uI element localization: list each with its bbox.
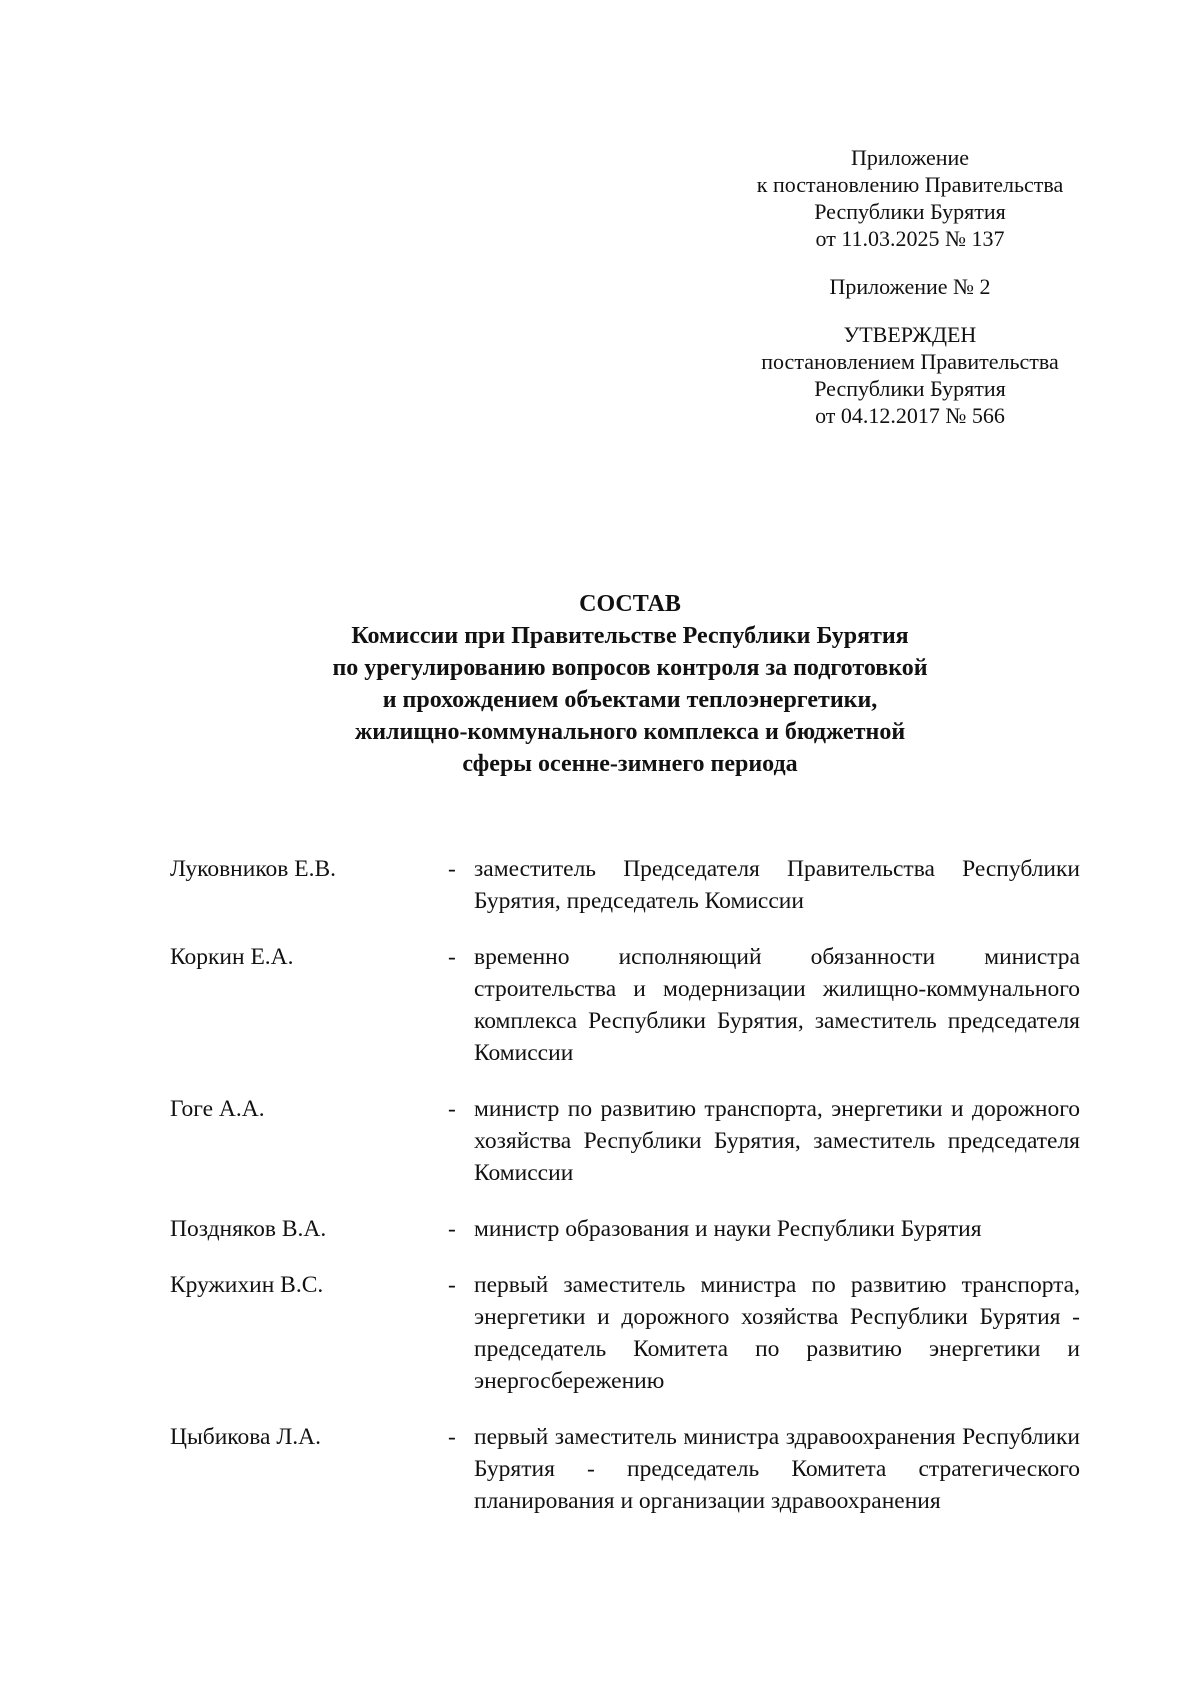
member-dash: - <box>448 1272 456 1298</box>
member-dash: - <box>448 1096 456 1122</box>
member-name: Кружихин В.С. <box>170 1272 324 1298</box>
member-name: Поздняков В.А. <box>170 1216 327 1242</box>
appendix-reference <box>730 144 1090 252</box>
member-row <box>170 1213 1080 1245</box>
member-role: заместитель Председателя Правительства Республики Бурятия, председатель Комиссии <box>474 856 1080 914</box>
member-dash: - <box>448 944 456 970</box>
member-role: временно исполняющий обязанности министра строительства и модернизации жилищно-коммунального комплекса Республики Бурятия, заместитель председателя Комиссии <box>474 944 1080 1066</box>
member-role: первый заместитель министра по развитию транспорта, энергетики и дорожного хозяйства Республики Бурятия - председатель Комитета по развитию энергетики и энергосбережению <box>474 1272 1080 1394</box>
appendix-number: Приложение № 2 <box>829 274 991 299</box>
approved-block <box>730 321 1090 429</box>
member-dash: - <box>448 856 456 882</box>
title-line-2: по урегулированию вопросов контроля за подготовкой <box>332 655 928 681</box>
document-title <box>180 588 1080 780</box>
appendix-title: Приложение <box>850 145 970 170</box>
title-line-4: жилищно-коммунального комплекса и бюджетной <box>354 719 906 745</box>
appendix-number-block <box>730 273 1090 300</box>
member-role: министр образования и науки Республики Бурятия <box>474 1216 982 1242</box>
approval-block <box>730 144 1090 450</box>
member-role: министр по развитию транспорта, энергетики и дорожного хозяйства Республики Бурятия, заместитель председателя Комиссии <box>474 1096 1080 1186</box>
member-name: Цыбикова Л.А. <box>170 1424 322 1450</box>
republic-line-2: Республики Бурятия <box>814 376 1006 401</box>
republic-line: Республики Бурятия <box>814 199 1006 224</box>
member-row <box>170 1093 1080 1189</box>
member-role: первый заместитель министра здравоохранения Республики Бурятия - председатель Комитета стратегического планирования и организации здравоохранения <box>474 1424 1080 1514</box>
member-row <box>170 1269 1080 1397</box>
member-dash: - <box>448 1424 456 1450</box>
to-resolution-line: к постановлению Правительства <box>756 172 1064 197</box>
title-heading: СОСТАВ <box>579 591 681 617</box>
resolution-date-number: от 11.03.2025 № 137 <box>815 226 1005 251</box>
member-name: Луковников Е.В. <box>170 856 337 882</box>
by-resolution-line: постановлением Правительства <box>761 349 1059 374</box>
title-line-1: Комиссии при Правительстве Республики Бурятия <box>351 623 909 649</box>
member-row <box>170 941 1080 1069</box>
approved-label: УТВЕРЖДЕН <box>843 322 977 347</box>
member-name: Гоге А.А. <box>170 1096 265 1122</box>
title-line-3: и прохождением объектами теплоэнергетики, <box>382 687 878 713</box>
title-line-5: сферы осенне-зимнего периода <box>462 751 798 777</box>
member-name: Коркин Е.А. <box>170 944 294 970</box>
member-row <box>170 1421 1080 1517</box>
members-list <box>170 853 1080 1541</box>
original-date-number: от 04.12.2017 № 566 <box>815 403 1005 428</box>
member-dash: - <box>448 1216 456 1242</box>
member-row <box>170 853 1080 917</box>
